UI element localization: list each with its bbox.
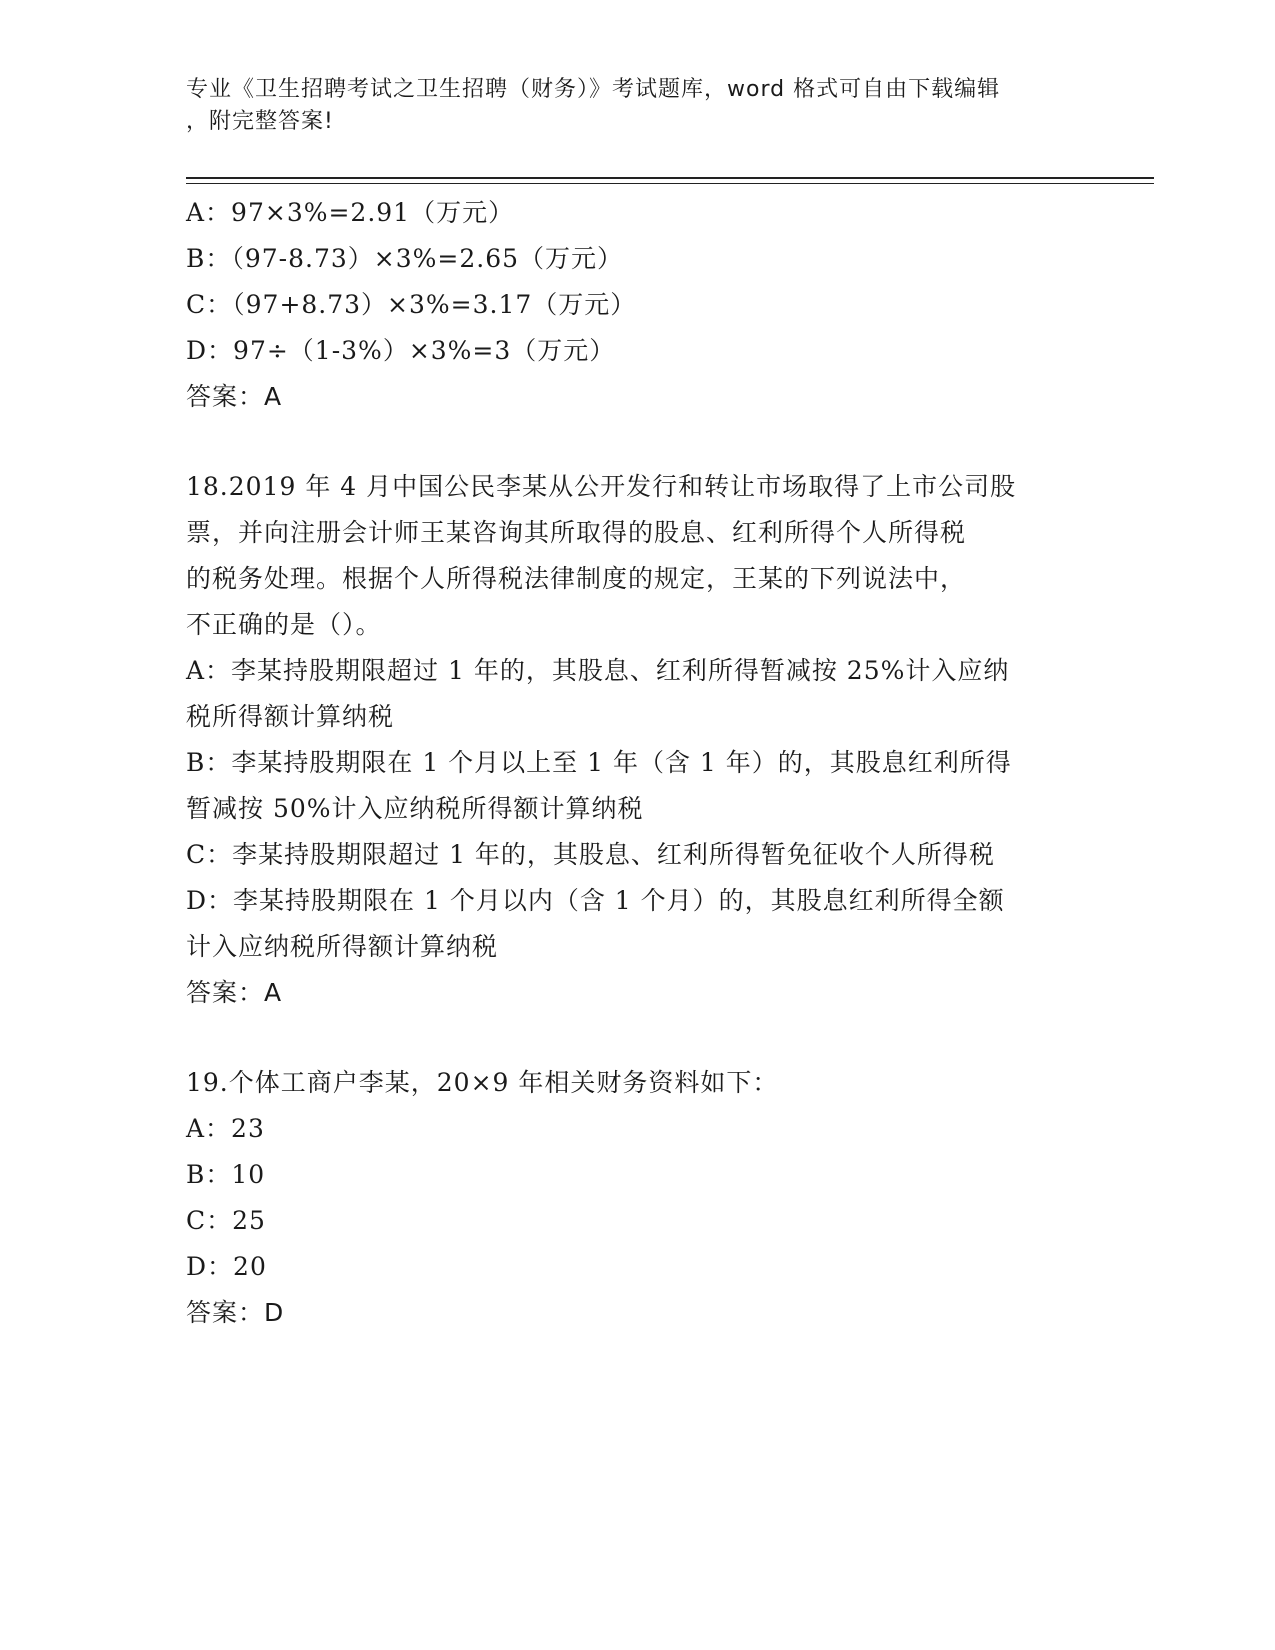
q17-option-b: B：（97-8.73）×3%=2.65（万元） — [186, 244, 624, 273]
question-content — [186, 190, 1086, 1336]
q19-option-d: D：20 — [186, 1252, 267, 1281]
q19-answer: 答案：D — [186, 1298, 285, 1327]
header-note-line-2: ，附完整答案! — [186, 109, 334, 134]
q18-option-d-line: D：李某持股期限在 1 个月以内（含 1 个月）的，其股息红利所得全额 — [186, 886, 1005, 915]
q17-answer: 答案：A — [186, 382, 283, 411]
q18-stem-line: 票，并向注册会计师王某咨询其所取得的股息、红利所得个人所得税 — [186, 518, 967, 547]
q18-option-a-line: 税所得额计算纳税 — [186, 702, 395, 731]
q19-option-b: B：10 — [186, 1160, 266, 1189]
q18-stem-line: 18.2019 年 4 月中国公民李某从公开发行和转让市场取得了上市公司股 — [186, 472, 1017, 501]
q18-option-c: C：李某持股期限超过 1 年的，其股息、红利所得暂免征收个人所得税 — [186, 840, 995, 869]
question-17 — [186, 190, 1086, 420]
header-rule-thick — [186, 177, 1154, 179]
q18-stem-line: 不正确的是（）。 — [186, 610, 382, 639]
q19-stem: 19.个体工商户李某，20×9 年相关财务资料如下： — [186, 1068, 779, 1097]
q18-option-b-line: 暂减按 50%计入应纳税所得额计算纳税 — [186, 794, 644, 823]
q18-option-d-line: 计入应纳税所得额计算纳税 — [186, 932, 499, 961]
q18-answer: 答案：A — [186, 978, 283, 1007]
header-note-line-1: 专业《卫生招聘考试之卫生招聘（财务）》考试题库，word 格式可自由下载编辑 — [186, 77, 1001, 102]
header-note — [186, 74, 1086, 138]
q17-option-d: D：97÷（1-3%）×3%=3（万元） — [186, 336, 616, 365]
q18-option-a-line: A：李某持股期限超过 1 年的，其股息、红利所得暂减按 25%计入应纳 — [186, 656, 1010, 685]
q17-option-a: A：97×3%=2.91（万元） — [186, 198, 515, 227]
question-18 — [186, 464, 1086, 1016]
header-rule-thin — [186, 183, 1154, 184]
q17-option-c: C：（97+8.73）×3%=3.17（万元） — [186, 290, 637, 319]
spacer — [186, 420, 1086, 464]
question-19 — [186, 1060, 1086, 1336]
q19-option-c: C：25 — [186, 1206, 266, 1235]
q18-stem-line: 的税务处理。根据个人所得税法律制度的规定，王某的下列说法中， — [186, 564, 967, 593]
q19-option-a: A：23 — [186, 1114, 265, 1143]
q18-option-b-line: B：李某持股期限在 1 个月以上至 1 年（含 1 年）的，其股息红利所得 — [186, 748, 1012, 777]
spacer — [186, 1016, 1086, 1060]
